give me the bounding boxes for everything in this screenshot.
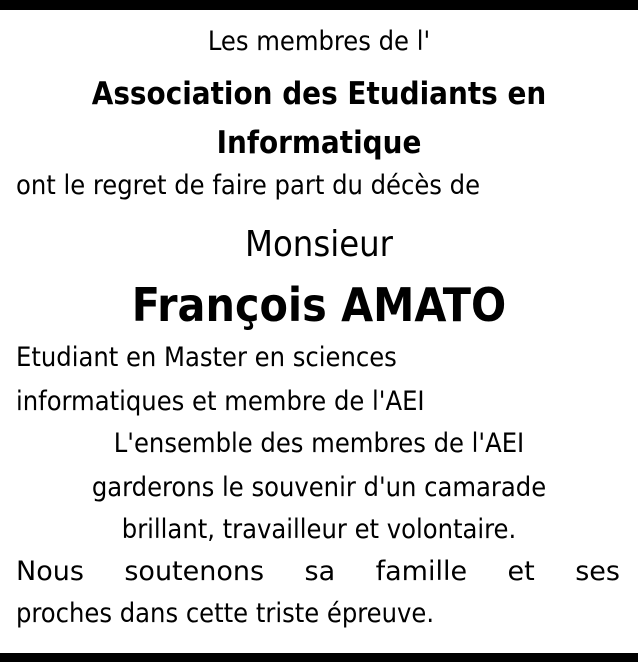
association-name-line2: Informatique — [216, 125, 422, 161]
honorific: Monsieur — [245, 224, 393, 265]
closing-word: soutenons — [124, 556, 265, 587]
closing-word: et — [507, 556, 535, 587]
body-line1: L'ensemble des membres de l'AEI — [113, 428, 525, 459]
body-line2: garderons le souvenir d'un camarade — [91, 472, 547, 503]
closing-line1 — [16, 556, 620, 587]
body-line3: brillant, travailleur et volontaire. — [121, 514, 517, 545]
intro-text: Les membres de l' — [207, 26, 431, 57]
description-line2: informatiques et membre de l'AEI — [16, 386, 425, 417]
association-name-line1: Association des Etudiants en — [91, 76, 547, 112]
description-line1: Etudiant en Master en sciences — [16, 342, 397, 373]
top-border — [0, 0, 638, 10]
bottom-border — [0, 653, 638, 662]
closing-word: sa — [304, 556, 336, 587]
closing-word: Nous — [16, 556, 84, 587]
closing-line2: proches dans cette triste épreuve. — [16, 598, 435, 629]
closing-word: famille — [375, 556, 468, 587]
deceased-name: François AMATO — [131, 278, 507, 332]
regret-text: ont le regret de faire part du décès de — [16, 170, 481, 201]
closing-word: ses — [575, 556, 620, 587]
